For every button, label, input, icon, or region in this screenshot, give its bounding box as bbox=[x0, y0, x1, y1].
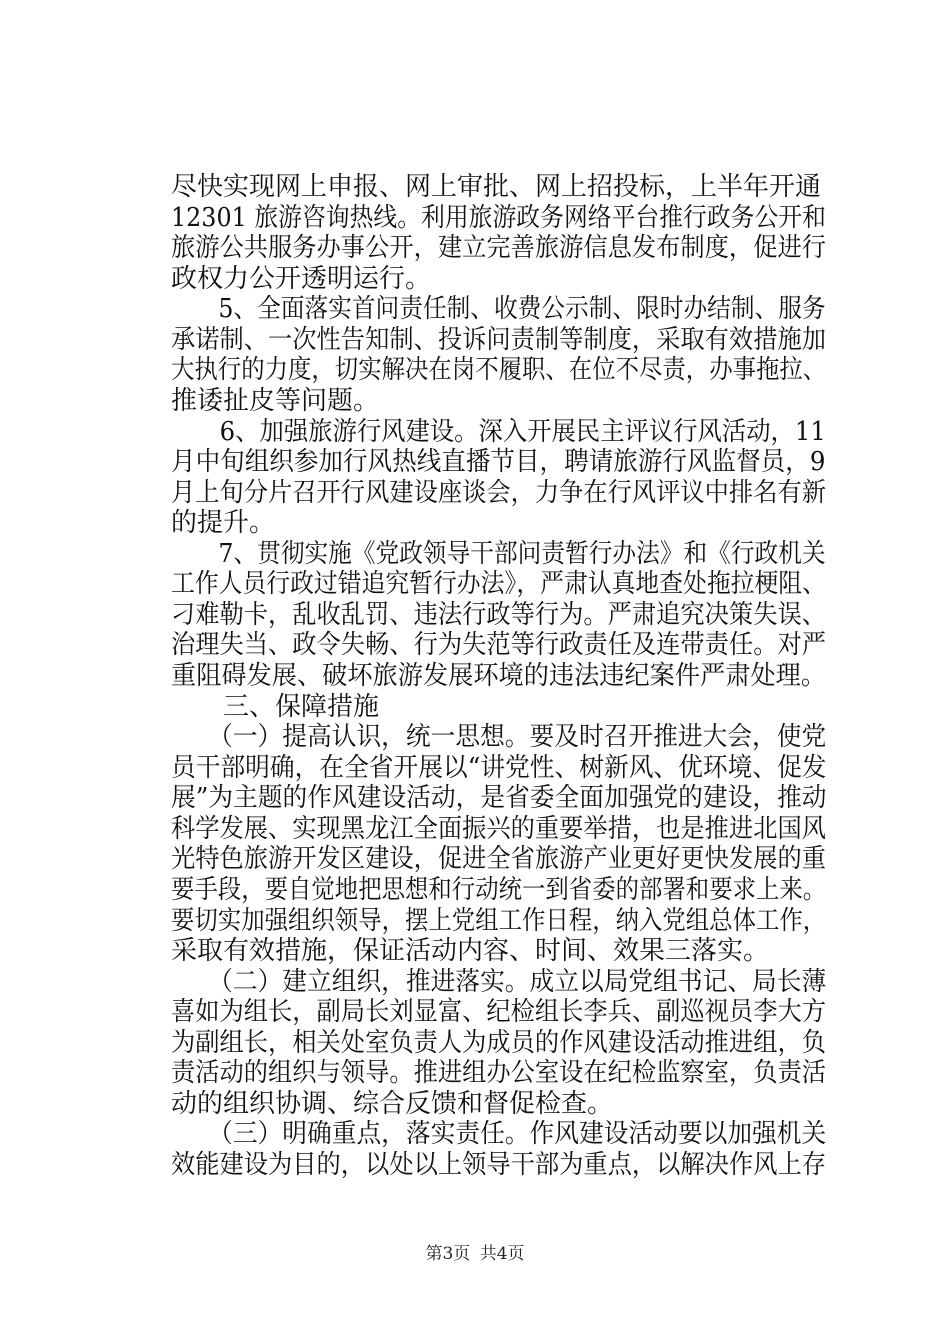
text-line: 科学发展、实现黑龙江全面振兴的重要举措，也是推进北国风 bbox=[171, 813, 826, 844]
text-line: 12301 旅游咨询热线。利用旅游政务网络平台推行政务公开和 bbox=[171, 202, 826, 233]
text-line: （一）提高认识，统一思想。要及时召开推进大会，使党 bbox=[171, 722, 827, 753]
text-line: 旅游公共服务办事公开，建立完善旅游信息发布制度，促进行 bbox=[171, 233, 826, 264]
text-line: 的提升。 bbox=[171, 508, 276, 539]
text-line: 政权力公开透明运行。 bbox=[171, 263, 432, 294]
text-line: 员干部明确，在全省开展以“讲党性、树新风、优环境、促发 bbox=[171, 752, 827, 783]
text-line: 展”为主题的作风建设活动，是省委全面加强党的建设，推动 bbox=[171, 783, 827, 814]
text-line: 月中旬组织参加行风热线直播节目，聘请旅游行风监督员，9 bbox=[171, 447, 826, 478]
text-line: 工作人员行政过错追究暂行办法》，严肃认真地查处拖拉梗阻、 bbox=[171, 569, 826, 600]
text-line: 承诺制、一次性告知制、投诉问责制等制度，采取有效措施加 bbox=[171, 324, 826, 355]
text-line: 5、全面落实首问责任制、收费公示制、限时办结制、服务 bbox=[171, 294, 826, 325]
section-heading: 三、保障措施 bbox=[171, 691, 380, 722]
text-line: 刁难勒卡，乱收乱罚、违法行政等行为。严肃追究决策失误、 bbox=[171, 599, 826, 630]
text-line: 动的组织协调、综合反馈和督促检查。 bbox=[171, 1088, 614, 1119]
text-line: 效能建设为目的，以处以上领导干部为重点，以解决作风上存 bbox=[171, 1150, 826, 1180]
text-line: 喜如为组长，副局长刘显富、纪检组长李兵、副巡视员李大方 bbox=[171, 997, 826, 1028]
page-footer bbox=[0, 1243, 950, 1265]
text-line: 责活动的组织与领导。推进组办公室设在纪检监察室，负责活 bbox=[171, 1058, 826, 1089]
text-line: 6、加强旅游行风建设。深入开展民主评议行风活动，11 bbox=[171, 416, 826, 447]
text-line: 重阻碍发展、破坏旅游发展环境的违法违纪案件严肃处理。 bbox=[171, 661, 827, 691]
text-line: 推诿扯皮等问题。 bbox=[171, 385, 380, 416]
text-line: 治理失当、政令失畅、行为失范等行政责任及连带责任。对严 bbox=[171, 630, 826, 661]
text-line: 光特色旅游开发区建设，促进全省旅游产业更好更快发展的重 bbox=[171, 844, 826, 875]
text-line: 为副组长，相关处室负责人为成员的作风建设活动推进组，负 bbox=[171, 1027, 826, 1058]
text-line: （三）明确重点，落实责任。作风建设活动要以加强机关 bbox=[171, 1119, 827, 1150]
page-total: 共4页 bbox=[479, 1244, 525, 1264]
text-line: 采取有效措施，保证活动内容、时间、效果三落实。 bbox=[171, 936, 770, 967]
text-line: 要手段，要自觉地把思想和行动统一到省委的部署和要求上来。 bbox=[171, 874, 827, 905]
text-line: 7、贯彻实施《党政领导干部问责暂行办法》和《行政机关 bbox=[171, 538, 826, 569]
text-line: 尽快实现网上申报、网上审批、网上招投标，上半年开通 bbox=[171, 172, 822, 202]
page-number: 第3页 bbox=[425, 1244, 471, 1264]
text-line: （二）建立组织，推进落实。成立以局党组书记、局长薄 bbox=[171, 966, 827, 997]
text-line: 要切实加强组织领导，摆上党组工作日程，纳入党组总体工作， bbox=[171, 905, 827, 936]
text-line: 月上旬分片召开行风建设座谈会，力争在行风评议中排名有新 bbox=[171, 477, 826, 508]
text-line: 大执行的力度，切实解决在岗不履职、在位不尽责，办事拖拉、 bbox=[171, 355, 827, 386]
